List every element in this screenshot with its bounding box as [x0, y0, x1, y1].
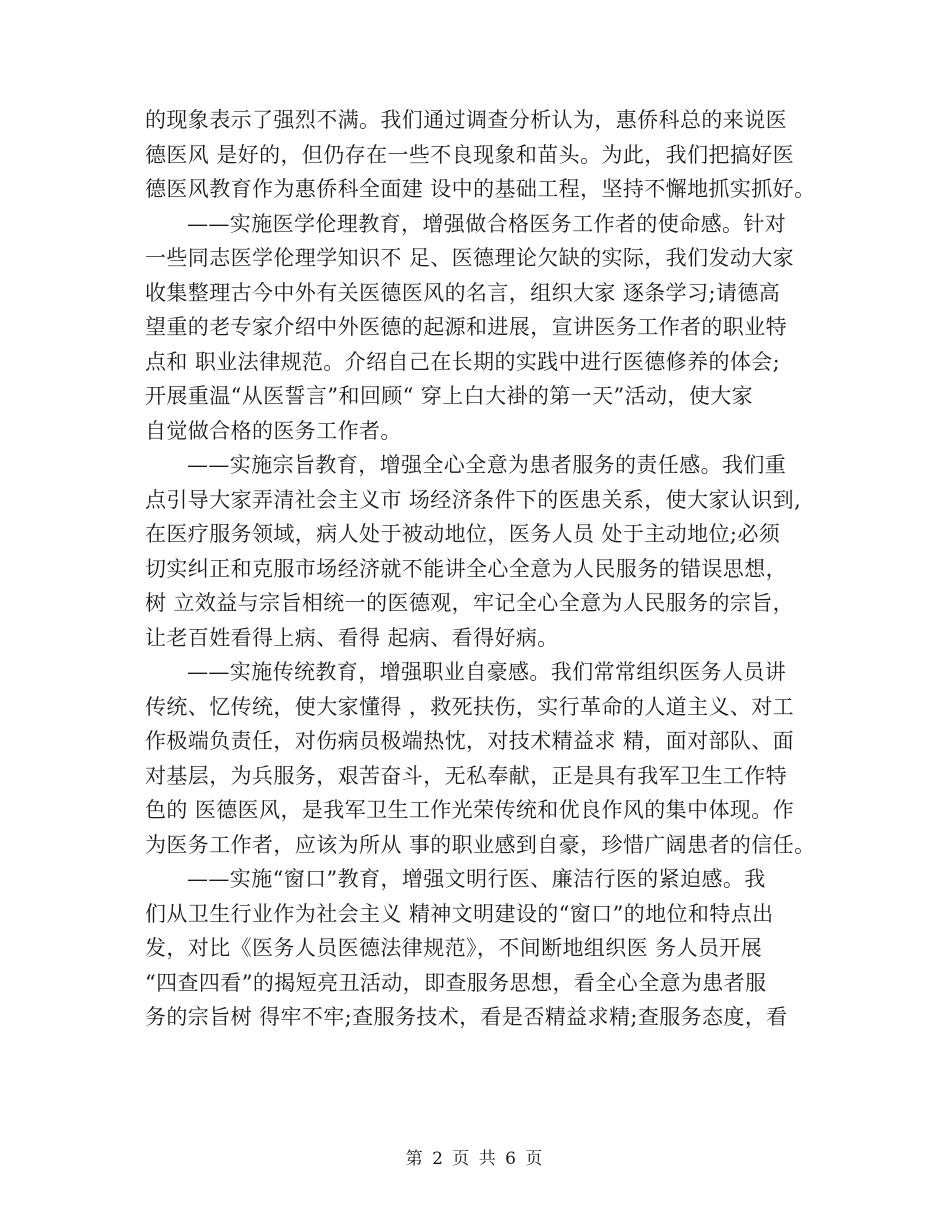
text-line: 树 立效益与宗旨相统一的医德观，牢记全心全意为人民服务的宗旨， [145, 591, 795, 615]
text-line: 的现象表示了强烈不满。我们通过调查分析认为，惠侨科总的来说医 [145, 108, 787, 132]
text-line: 望重的老专家介绍中外医德的起源和进展，宣讲医务工作者的职业特 [145, 315, 787, 339]
page-footer: 第 2 页 共 6 页 [405, 1149, 545, 1169]
text-line: 点和 职业法律规范。介绍自己在长期的实践中进行医德修养的体会; [145, 349, 781, 374]
text-line: 德医风 是好的，但仍存在一些不良现象和苗头。为此，我们把搞好医 [145, 142, 795, 167]
text-line: 德医风教育作为惠侨科全面建 设中的基础工程，坚持不懈地抓实抓好。 [145, 177, 816, 201]
text-line: 发，对比《医务人员医德法律规范》，不间断地组织医 务人员开展 [145, 936, 763, 960]
text-line: 传统、忆传统，使大家懂得 ，救死扶伤，实行革命的人道主义、对工 [145, 694, 795, 719]
text-line: 切实纠正和克服市场经济就不能讲全心全意为人民服务的错误思想， [145, 556, 787, 581]
text-line: 对基层，为兵服务，艰苦奋斗，无私奉献，正是具有我军卫生工作特 [145, 763, 787, 788]
text-line: 自觉做合格的医务工作者。 [145, 418, 402, 443]
text-line: 作极端负责任，对伤病员极端热忱，对技术精益求 精，面对部队、面 [145, 729, 795, 753]
text-line: ——实施“窗口”教育，增强文明行医、廉洁行医的紧迫感。我 [187, 867, 766, 891]
document-body [145, 103, 825, 1035]
text-line: 点引导大家弄清社会主义市 场经济条件下的医患关系，使大家认识到, [145, 487, 802, 512]
text-line: “四查四看”的揭短亮丑活动，即查服务思想，看全心全意为患者服 [145, 970, 767, 995]
text-line: ——实施医学伦理教育，增强做合格医务工作者的使命感。针对 [187, 211, 787, 236]
text-line: ——实施宗旨教育，增强全心全意为患者服务的责任感。我们重 [187, 453, 787, 477]
text-line: 让老百姓看得上病、看得 起病、看得好病。 [145, 625, 559, 650]
text-line: 色的 医德医风，是我军卫生工作光荣传统和优良作风的集中体现。作 [145, 798, 795, 822]
text-line: 开展重温“从医誓言”和回顾“ 穿上白大褂的第一天”活动，使大家 [145, 384, 754, 408]
text-line: 务的宗旨树 得牢不牢;查服务技术，看是否精益求精;查服务态度，看 [145, 1005, 788, 1029]
text-line: 为医务工作者，应该为所从 事的职业感到自豪，珍惜广阔患者的信任。 [145, 832, 816, 857]
text-line: 们从卫生行业作为社会主义 精神文明建设的“窗口”的地位和特点出 [145, 901, 774, 926]
text-line: 收集整理古今中外有关医德医风的名言，组织大家 逐条学习;请德高 [145, 280, 781, 305]
text-line: 一些同志医学伦理学知识不 足、医德理论欠缺的实际，我们发动大家 [145, 246, 795, 270]
text-line: ——实施传统教育，增强职业自豪感。我们常常组织医务人员讲 [187, 660, 787, 684]
text-line: 在医疗服务领域，病人处于被动地位，医务人员 处于主动地位;必须 [145, 522, 781, 546]
